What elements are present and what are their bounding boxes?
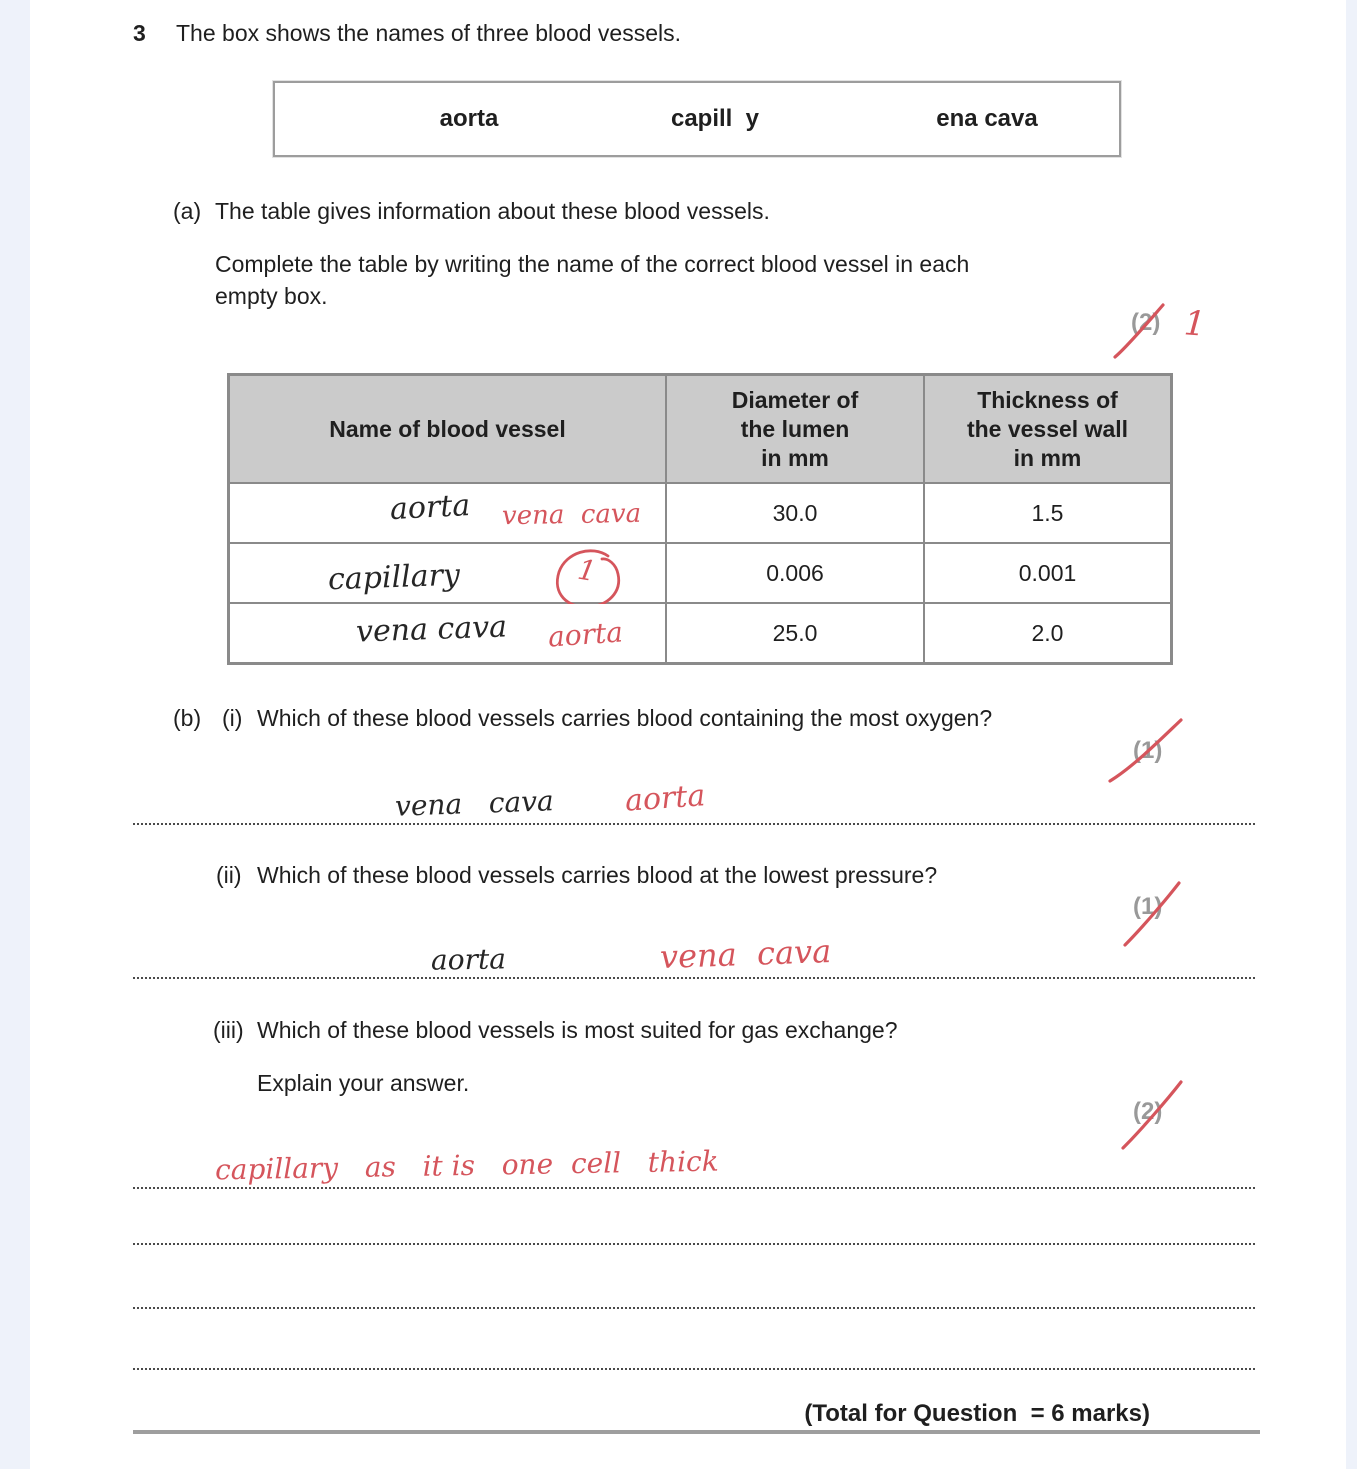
answer-line-b-i: [133, 778, 1255, 825]
teacher-correction-row1: vena cava: [501, 498, 642, 532]
header-thickness-line3: in mm: [1013, 444, 1082, 471]
part-a-label: (a): [173, 198, 202, 224]
teacher-correction-row3: aorta: [546, 615, 624, 654]
student-answer-b-i: vena cava: [394, 784, 555, 823]
part-a-instruction-line2: empty box.: [215, 283, 328, 309]
diameter-cell-row3: 25.0: [666, 603, 924, 664]
vessel-option-vena-cava: ena cava: [936, 105, 1038, 132]
student-answer-row1: aorta: [389, 487, 472, 528]
header-diameter-line3: in mm: [761, 444, 829, 471]
vessel-option-aorta: aorta: [439, 105, 499, 132]
thickness-cell-row3: 2.0: [924, 603, 1172, 664]
answer-cell-row2: [229, 543, 667, 603]
header-diameter-line1: Diameter of: [731, 386, 859, 413]
table-row: [229, 483, 1172, 543]
part-b-label: (b): [173, 705, 202, 731]
teacher-circled-mark: 1: [575, 552, 599, 589]
vessel-option-capillary: capill y: [670, 105, 760, 132]
red-slash-icon: [1109, 301, 1173, 363]
answer-line-b-iii: [133, 1144, 1255, 1189]
part-b-ii-question: Which of these blood vessels carries blood at the lowest pressure?: [257, 862, 938, 888]
answer-cell-row1: [229, 483, 667, 543]
header-diameter: [666, 375, 924, 484]
teacher-correction-b-ii: vena cava: [659, 932, 832, 976]
header-thickness-line1: Thickness of: [977, 386, 1118, 413]
part-a-instruction-line1: Complete the table by writing the name of the correct blood vessel in each: [215, 251, 970, 277]
table-row: [229, 543, 1172, 603]
table-row: [229, 603, 1172, 664]
blood-vessel-table: [227, 373, 1173, 665]
answer-line-empty: [133, 1338, 1255, 1370]
student-answer-row3: vena cava: [355, 609, 508, 650]
answer-line-empty: [133, 1213, 1255, 1245]
marks-available-label: (1): [1133, 737, 1163, 764]
student-answer-b-ii: aorta: [430, 942, 507, 977]
answer-line-empty: [133, 1277, 1255, 1309]
footer-rule: [133, 1430, 1260, 1434]
red-slash-icon: [1105, 711, 1187, 789]
header-thickness: [924, 375, 1172, 484]
page-margin-right: [1346, 0, 1357, 1469]
thickness-cell-row1: 1.5: [924, 483, 1172, 543]
part-b-iii-explain: Explain your answer.: [257, 1070, 470, 1096]
part-b-i-label: (i): [222, 705, 243, 731]
question-intro: The box shows the names of three blood vessels.: [176, 20, 682, 46]
header-name-of-vessel: Name of blood vessel: [229, 375, 667, 484]
student-answer-row2: capillary: [327, 557, 461, 598]
part-b-ii-marks: [1133, 893, 1162, 921]
page-margin-left: [0, 0, 30, 1469]
diameter-cell-row2: 0.006: [666, 543, 924, 603]
answer-cell-row3: [229, 603, 667, 664]
thickness-cell-row2: 0.001: [924, 543, 1172, 603]
part-a-intro: The table gives information about these blood vessels.: [215, 198, 770, 224]
answer-line-b-ii: [133, 932, 1255, 979]
student-answer-b-iii: capillary as it is one cell thick: [214, 1144, 719, 1187]
header-thickness-line2: the vessel wall: [966, 415, 1129, 442]
part-a-marks: [1131, 309, 1160, 337]
marks-available-label: (2): [1131, 309, 1161, 336]
table-header-row: [229, 375, 1172, 484]
marks-available-label: (2): [1133, 1098, 1163, 1125]
vessel-names-box: [273, 81, 1121, 157]
part-b-iii-label: (iii): [213, 1017, 244, 1043]
part-b-iii-question: Which of these blood vessels is most suited for gas exchange?: [257, 1017, 898, 1043]
header-diameter-line2: the lumen: [740, 415, 850, 442]
part-b-i-marks: [1133, 737, 1162, 765]
question-number: 3: [133, 20, 146, 46]
part-b-iii-marks: [1133, 1098, 1162, 1126]
red-slash-icon: [1119, 1078, 1189, 1156]
awarded-mark: 1: [1182, 303, 1208, 345]
teacher-correction-b-i: aorta: [623, 778, 707, 819]
red-slash-icon: [1121, 879, 1187, 953]
marks-available-label: (1): [1133, 893, 1163, 920]
diameter-cell-row1: 30.0: [666, 483, 924, 543]
total-marks-label: (Total for Question = 6 marks): [804, 1400, 1150, 1427]
part-b-i-question: Which of these blood vessels carries blood containing the most oxygen?: [257, 705, 993, 731]
part-b-ii-label: (ii): [216, 862, 242, 888]
